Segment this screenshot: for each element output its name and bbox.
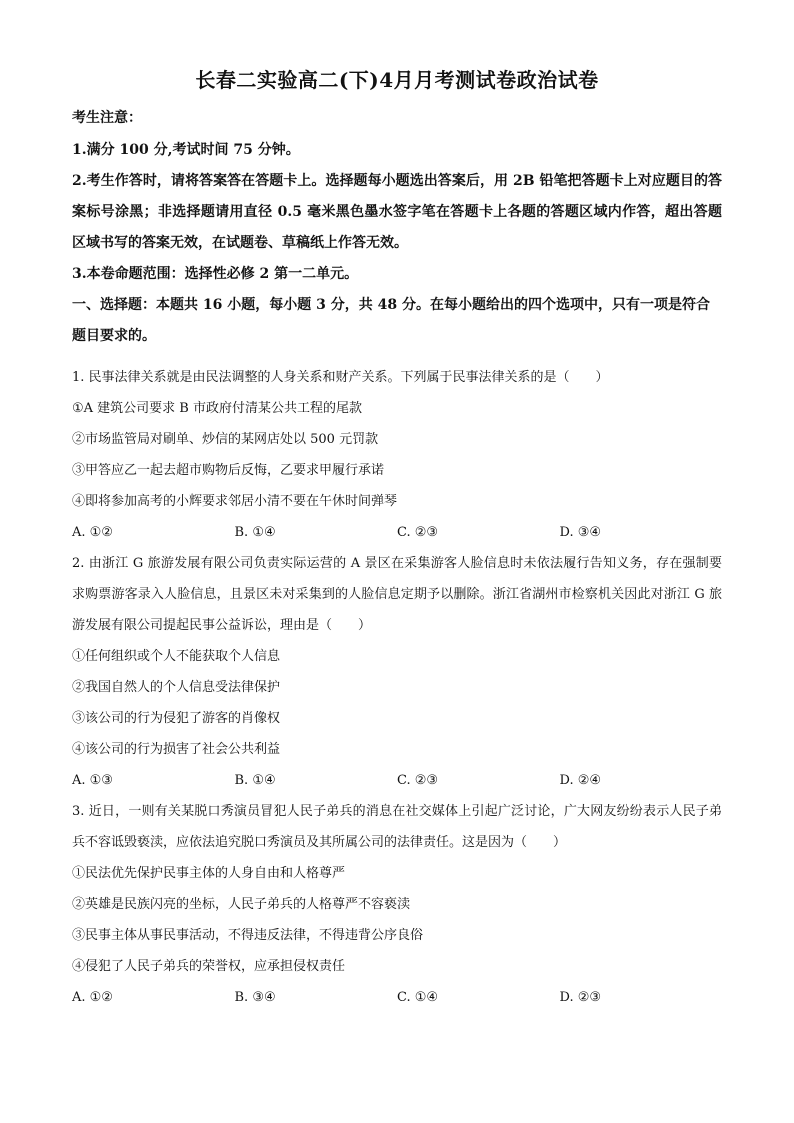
statement-option: ②英雄是民族闪亮的坐标，人民子弟兵的人格尊严不容亵渎 <box>72 897 411 912</box>
statement-option: ①A 建筑公司要求 B 市政府付清某公共工程的尾款 <box>72 401 362 416</box>
choice-c: C. ①④ <box>397 990 439 1005</box>
answer-choices <box>72 517 722 548</box>
choice-b: B. ①④ <box>234 773 276 788</box>
question-1 <box>72 362 722 548</box>
notice-line-2: 2.考生作答时，请将答案答在答题卡上。选择题每小题选出答案后，用 2B 铅笔把答题卡上对应题目的答案标号涂黑；非选择题请用直径 0.5 毫米黑色墨水签字笔在答题卡上各题的答题区域内作答，超出答题区域书写的答案无效，在试题卷、草稿纸上作答无效。 <box>72 173 722 251</box>
notice-heading: 考生注意： <box>72 110 142 126</box>
section-heading: 一、选择题：本题共 16 小题，每小题 3 分，共 48 分。在每小题给出的四个选项中，只有一项是符合题目要求的。 <box>72 297 710 344</box>
statement-option: ③民事主体从事民事活动，不得违反法律，不得违背公序良俗 <box>72 928 424 943</box>
answer-choices <box>72 765 722 796</box>
statement-option: ③该公司的行为侵犯了游客的肖像权 <box>72 711 281 726</box>
statement-option: ①任何组织或个人不能获取个人信息 <box>72 649 281 664</box>
question-stem: 3. 近日，一则有关某脱口秀演员冒犯人民子弟兵的消息在社交媒体上引起广泛讨论，广大网友纷纷表示人民子弟兵不容诋毁亵渎，应依法追究脱口秀演员及其所属公司的法律责任。这是因为（ ） <box>72 804 722 850</box>
choice-a: A. ①② <box>72 525 113 540</box>
choice-c: C. ②③ <box>397 773 439 788</box>
question-stem: 1. 民事法律关系就是由民法调整的人身关系和财产关系。下列属于民事法律关系的是（ ） <box>72 370 609 385</box>
choice-a: A. ①③ <box>72 773 113 788</box>
question-3 <box>72 796 722 1013</box>
question-stem: 2. 由浙江 G 旅游发展有限公司负责实际运营的 A 景区在采集游客人脸信息时未依法履行告知义务，存在强制要求购票游客录入人脸信息，且景区未对采集到的人脸信息定期予以删除。浙江省湖州市检察机关因此对浙江 G 旅游发展有限公司提起民事公益诉讼，理由是（ ） <box>72 556 722 633</box>
statement-option: ④侵犯了人民子弟兵的荣誉权，应承担侵权责任 <box>72 959 346 974</box>
notice-line-3: 3.本卷命题范围：选择性必修 2 第一二单元。 <box>72 266 359 282</box>
choice-b: B. ①④ <box>234 525 276 540</box>
statement-option: ①民法优先保护民事主体的人身自由和人格尊严 <box>72 866 346 881</box>
question-2 <box>72 548 722 796</box>
statement-option: ②我国自然人的个人信息受法律保护 <box>72 680 281 695</box>
statement-option: ④该公司的行为损害了社会公共利益 <box>72 742 281 757</box>
choice-d: D. ②③ <box>559 990 602 1005</box>
statement-option: ②市场监管局对刷单、炒信的某网店处以 500 元罚款 <box>72 432 379 447</box>
choice-c: C. ②③ <box>397 525 439 540</box>
answer-choices <box>72 982 722 1013</box>
choice-a: A. ①② <box>72 990 113 1005</box>
notice-line-1: 1.满分 100 分,考试时间 75 分钟。 <box>72 142 300 158</box>
choice-b: B. ③④ <box>234 990 276 1005</box>
statement-option: ③甲答应乙一起去超市购物后反悔，乙要求甲履行承诺 <box>72 463 385 478</box>
statement-option: ④即将参加高考的小辉要求邻居小清不要在午休时间弹琴 <box>72 494 398 509</box>
exam-title: 长春二实验高二(下)4月月考测试卷政治试卷 <box>195 68 599 92</box>
choice-d: D. ③④ <box>559 525 602 540</box>
choice-d: D. ②④ <box>559 773 602 788</box>
